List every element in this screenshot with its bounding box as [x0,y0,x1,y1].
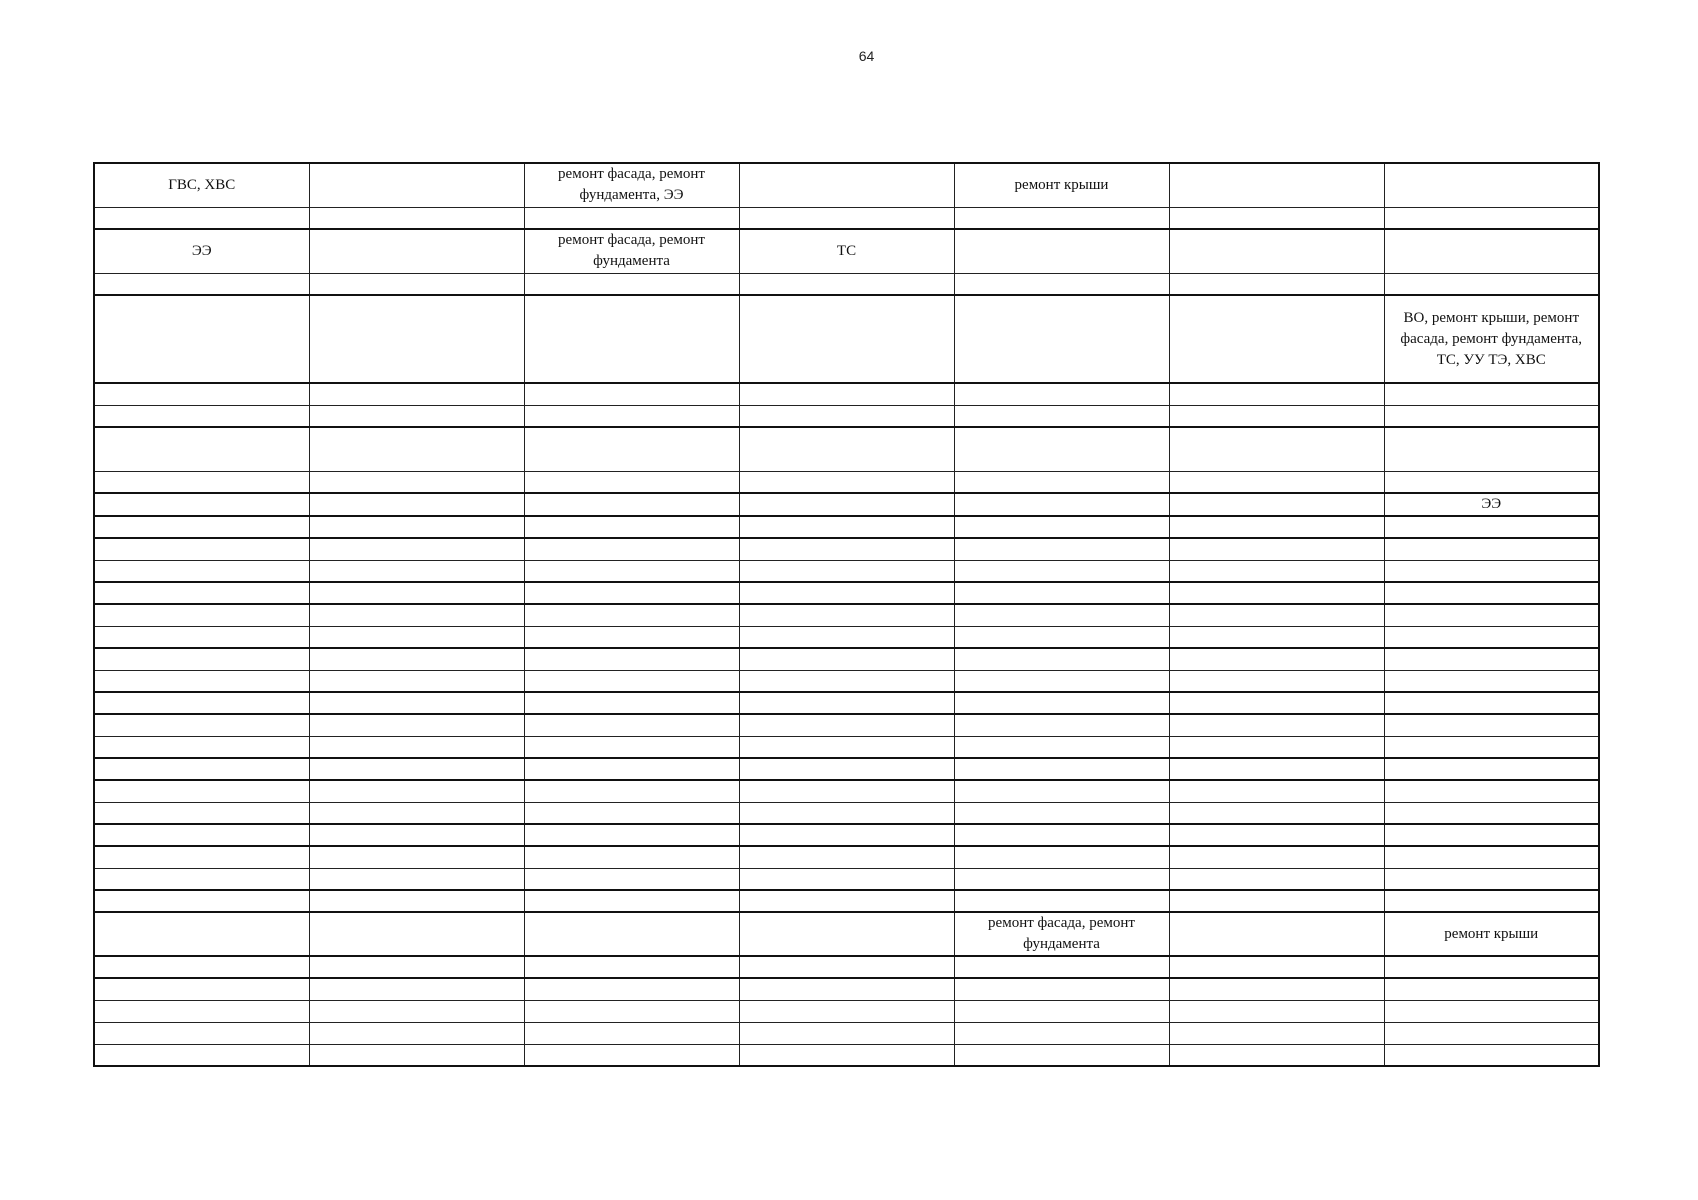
table-cell [1384,538,1599,560]
table-cell [524,295,739,383]
table-cell [309,427,524,471]
table-row [94,648,1599,670]
table-row [94,516,1599,538]
table-cell [954,868,1169,890]
table-cell [1384,648,1599,670]
table-cell [524,824,739,846]
table-cell [94,582,309,604]
table-cell [524,582,739,604]
table-cell [309,1044,524,1066]
table-cell [739,383,954,405]
table-cell [309,229,524,273]
table-cell [1384,670,1599,692]
table-cell [1169,758,1384,780]
table-cell [524,1000,739,1022]
table-row [94,714,1599,736]
table-cell [309,383,524,405]
table-cell [94,846,309,868]
table-cell: ремонт фасада, ремонт фундамента [954,912,1169,956]
table-row [94,670,1599,692]
table-cell [94,890,309,912]
table-row [94,1044,1599,1066]
table-cell [954,956,1169,978]
table-cell [309,604,524,626]
table-cell [94,670,309,692]
table-cell [739,582,954,604]
table-cell [739,295,954,383]
table-row [94,802,1599,824]
table-cell [954,405,1169,427]
table-cell [739,405,954,427]
table-cell [739,273,954,295]
table-cell [309,273,524,295]
table-cell: ремонт фасада, ремонт фундамента, ЭЭ [524,163,739,207]
table-cell [954,736,1169,758]
table-cell [1384,582,1599,604]
table-cell [954,229,1169,273]
table-row [94,229,1599,273]
table-row [94,846,1599,868]
table-cell [739,956,954,978]
table-cell [1384,427,1599,471]
table-cell [309,648,524,670]
table-cell [1169,1022,1384,1044]
table-row [94,736,1599,758]
table-cell [1169,978,1384,1000]
table-cell [94,758,309,780]
table-cell [524,1022,739,1044]
table-cell [524,956,739,978]
table-cell [1384,604,1599,626]
table-cell [524,846,739,868]
table-cell [1384,626,1599,648]
table-row [94,273,1599,295]
table-cell [1384,890,1599,912]
table-cell [1169,471,1384,493]
table-cell [954,207,1169,229]
table-cell [1169,868,1384,890]
table-cell [739,538,954,560]
table-cell [309,560,524,582]
table-row [94,471,1599,493]
table-row [94,1000,1599,1022]
table-cell [94,692,309,714]
table-cell [1169,956,1384,978]
table-cell [954,802,1169,824]
table-cell [94,714,309,736]
table-cell [94,471,309,493]
table-cell [739,670,954,692]
table-cell [739,163,954,207]
table-cell [309,978,524,1000]
table-cell [94,538,309,560]
table-cell [954,295,1169,383]
table-cell [94,648,309,670]
table-cell: ТС [739,229,954,273]
table-cell [739,626,954,648]
table-cell [1169,273,1384,295]
table-cell [524,383,739,405]
table-cell [94,1000,309,1022]
table-cell [1169,560,1384,582]
table-cell [309,471,524,493]
table-cell [1169,405,1384,427]
table-cell [524,978,739,1000]
table-cell [309,626,524,648]
table-cell [1169,802,1384,824]
table-cell [1169,207,1384,229]
table-cell [309,582,524,604]
table-cell [94,802,309,824]
table-cell [954,758,1169,780]
table-cell [524,626,739,648]
table-cell [524,1044,739,1066]
table-cell [309,802,524,824]
table-cell [1384,956,1599,978]
table-cell [524,714,739,736]
table-cell [309,295,524,383]
table-cell [1384,471,1599,493]
table-cell [954,560,1169,582]
table-cell [309,493,524,516]
table-cell: ремонт фасада, ремонт фундамента [524,229,739,273]
table-cell [1384,824,1599,846]
table-body [94,163,1599,1066]
table-cell [1384,516,1599,538]
table-cell [1169,780,1384,802]
table-cell [1169,890,1384,912]
table-row [94,405,1599,427]
table-cell [524,493,739,516]
table-cell [1384,405,1599,427]
table-cell [94,1022,309,1044]
table-row [94,582,1599,604]
table-cell [739,560,954,582]
table-cell [309,538,524,560]
table-cell [94,978,309,1000]
table-cell [309,516,524,538]
table-cell [954,1000,1169,1022]
table-cell [524,912,739,956]
table-cell [309,758,524,780]
table-row [94,758,1599,780]
table-cell [524,560,739,582]
table-cell [954,824,1169,846]
table-row [94,1022,1599,1044]
table-cell [1169,427,1384,471]
table-cell [1384,273,1599,295]
table-cell [94,604,309,626]
table-cell [954,692,1169,714]
table-row [94,868,1599,890]
table-cell [309,714,524,736]
table-cell [1169,670,1384,692]
table-row [94,383,1599,405]
table-row [94,890,1599,912]
table-cell [524,890,739,912]
table-cell [1384,560,1599,582]
table-cell [1384,978,1599,1000]
table-cell [739,802,954,824]
table-cell [1169,604,1384,626]
table-row [94,163,1599,207]
table-cell [739,471,954,493]
table-cell [739,846,954,868]
table-cell [1384,736,1599,758]
table-row [94,978,1599,1000]
table-cell [1169,736,1384,758]
table-cell [954,780,1169,802]
table-cell [739,516,954,538]
table-cell [309,405,524,427]
table-cell [94,868,309,890]
table-cell [1384,383,1599,405]
table-cell [94,736,309,758]
table-cell [954,471,1169,493]
table-cell [739,868,954,890]
table-cell [309,780,524,802]
table-cell [954,714,1169,736]
table-cell [739,890,954,912]
table-cell [524,538,739,560]
table-cell [954,582,1169,604]
table-cell [524,648,739,670]
table-cell [739,714,954,736]
table-cell [524,427,739,471]
table-cell [954,383,1169,405]
table-cell [954,493,1169,516]
table-cell [1384,868,1599,890]
table-cell [954,1044,1169,1066]
table-cell [739,912,954,956]
table-cell [309,1022,524,1044]
table-cell [739,1044,954,1066]
table-row [94,560,1599,582]
table-cell [739,692,954,714]
table-cell [94,560,309,582]
table-cell [1384,846,1599,868]
table-cell [954,890,1169,912]
table-cell [954,604,1169,626]
table-cell [94,207,309,229]
table-cell [739,427,954,471]
table-cell [739,1000,954,1022]
table-cell [1384,163,1599,207]
table-cell [1169,714,1384,736]
table-cell [954,670,1169,692]
table-cell [309,824,524,846]
table-row [94,956,1599,978]
table-cell: ГВС, ХВС [94,163,309,207]
table-cell [1169,626,1384,648]
table-cell [1384,714,1599,736]
table-cell [524,692,739,714]
table-cell [94,516,309,538]
table-cell [1169,493,1384,516]
table-cell [954,1022,1169,1044]
table-row [94,427,1599,471]
table-row [94,207,1599,229]
table-row [94,295,1599,383]
table-cell [954,427,1169,471]
table-cell [524,868,739,890]
table-cell [954,273,1169,295]
table-cell [524,516,739,538]
table-cell [954,846,1169,868]
table-cell [1169,846,1384,868]
table-cell [954,648,1169,670]
table-cell [309,868,524,890]
table-cell [309,1000,524,1022]
table-cell [309,912,524,956]
table-cell [1384,758,1599,780]
table-cell [1384,802,1599,824]
table-cell [1169,912,1384,956]
table-cell [739,824,954,846]
table-cell: ЭЭ [1384,493,1599,516]
table-cell: ВО, ремонт крыши, ремонт фасада, ремонт фундамента, ТС, УУ ТЭ, ХВС [1384,295,1599,383]
table-row [94,626,1599,648]
table-cell [739,604,954,626]
table-cell [1169,383,1384,405]
table-cell [1169,295,1384,383]
table-cell: ремонт крыши [954,163,1169,207]
table-cell [524,207,739,229]
table-cell [94,626,309,648]
table-cell [1169,229,1384,273]
table-cell [309,163,524,207]
table-cell [1384,1022,1599,1044]
table-cell [954,626,1169,648]
table-cell [1384,1044,1599,1066]
table-cell [1169,824,1384,846]
table-cell [94,1044,309,1066]
table-cell [739,648,954,670]
table-cell [524,405,739,427]
table-cell [1384,207,1599,229]
table-cell [1169,538,1384,560]
table-cell [1384,229,1599,273]
table-cell [1169,692,1384,714]
table-cell [524,736,739,758]
table-row [94,692,1599,714]
table-cell [309,207,524,229]
table-cell [94,912,309,956]
table-cell [1169,1000,1384,1022]
table-cell [94,405,309,427]
table-row [94,493,1599,516]
table-cell [524,471,739,493]
table-row [94,824,1599,846]
table-cell [524,780,739,802]
table-cell [309,736,524,758]
table-cell [309,846,524,868]
table-cell [954,538,1169,560]
table-cell [1384,780,1599,802]
table-cell [954,978,1169,1000]
works-table [93,162,1600,1067]
table-cell [94,956,309,978]
table-row [94,604,1599,626]
table-cell [739,1022,954,1044]
table-cell [94,383,309,405]
table-cell [309,890,524,912]
table-cell [524,802,739,824]
table-cell [94,493,309,516]
page-number: 64 [858,48,875,64]
table-cell [739,758,954,780]
table-cell [309,956,524,978]
table-cell [524,758,739,780]
table-cell [94,273,309,295]
table-cell [309,692,524,714]
table-cell [739,978,954,1000]
table-cell [739,736,954,758]
table-cell [94,780,309,802]
table-cell [524,273,739,295]
table-row [94,912,1599,956]
table-cell [1169,582,1384,604]
table-cell [954,516,1169,538]
table-cell [94,824,309,846]
table-cell [1169,163,1384,207]
table-cell [94,295,309,383]
table-cell [94,427,309,471]
table-cell [524,604,739,626]
table-cell [1169,516,1384,538]
table-row [94,780,1599,802]
table-cell [1384,1000,1599,1022]
table-cell [1384,692,1599,714]
table-cell [309,670,524,692]
table-cell [739,493,954,516]
table-cell [524,670,739,692]
table-cell [1169,648,1384,670]
table-row [94,538,1599,560]
table-cell [1169,1044,1384,1066]
table-cell: ремонт крыши [1384,912,1599,956]
table-cell [739,207,954,229]
table-cell: ЭЭ [94,229,309,273]
table-cell [739,780,954,802]
